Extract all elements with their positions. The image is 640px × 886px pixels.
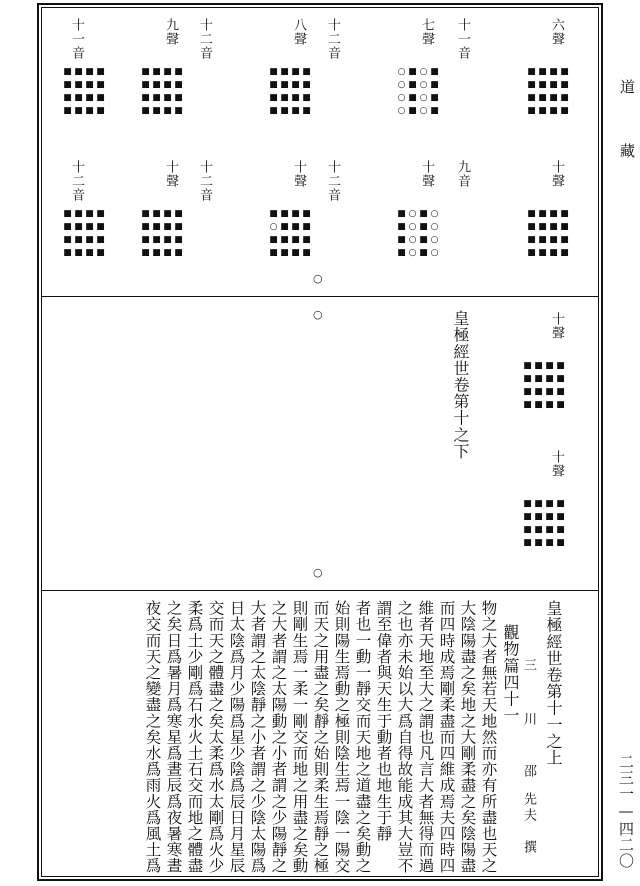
text-column-13: 日太陰爲月少陽爲星少陰爲辰日月星辰 [227,600,246,874]
text-column-6: 謂至偉者與天生于動者也地生于靜 [374,600,393,842]
symbol-table: ■ ■ ■ ■ ■ ■ ■ ■ ■ ■ ■ ■ ■ ■ ■ ■ [523,361,565,410]
upper-divider [41,296,599,297]
text-column-17: 夜交而天之變盡之矣水爲雨火爲風土爲 [143,600,162,874]
header-r1-c4: 十二音 [325,18,340,60]
header-mid-1: 十聲 [549,312,564,340]
chapter-title: 觀物篇四十一 [501,624,520,724]
symbol-table: ■ ■ ■ ■ ■ ■ ■ ■ ■ ■ ■ ■ ■ ■ ■ ■ [527,209,569,258]
header-r1-c8: 十一音 [69,18,84,60]
header-r2-c8: 十二音 [69,160,84,202]
symbol-table: ■ ■ ■ ■ ■ ■ ■ ■ ■ ■ ■ ■ ■ ■ ■ ■ [523,499,565,548]
header-r2-c6: 十二音 [197,160,212,202]
header-r1-c5: 八聲 [291,18,306,46]
volume-end-title: 皇極經世卷第十之下 [451,310,470,460]
text-column-9: 而天之用盡之矣靜之始則柔生焉靜之極 [311,600,330,874]
author-place-2: 川 [521,712,536,728]
header-r2-c2: 九音 [455,160,470,188]
symbol-table: ■ ■ ■ ■ ○ ■ ■ ■ ■ ■ ■ ■ ■ ■ ■ ■ [269,209,311,258]
text-column-2: 大陰陽盡之矣地之大剛柔盡之矣陰陽盡 [458,600,477,874]
header-r2-c1: 十聲 [549,160,564,188]
text-column-12: 大者謂之太陰靜之小者謂之少陰太陽爲 [248,600,267,874]
header-r2-c7: 十聲 [163,160,178,188]
symbol-table: ■ ■ ■ ■ ■ ■ ■ ■ ■ ■ ■ ■ ■ ■ ■ ■ [63,67,105,116]
header-r1-c7: 九聲 [163,18,178,46]
volume-title: 皇極經世卷第十一之上 [544,600,563,766]
text-column-3: 而四時成焉剛柔盡而四維成焉夫四時四 [437,600,456,874]
header-r1-c2: 十一音 [455,18,470,60]
header-r2-c3: 十聲 [419,160,434,188]
text-column-10: 則剛生焉一柔一剛交而地之用盡之矣動 [290,600,309,874]
text-column-16: 之矣日爲暑月爲寒星爲晝辰爲夜暑寒晝 [164,600,183,874]
header-r1-c6: 十二音 [197,18,212,60]
symbol-table: ■ ■ ■ ■ ■ ■ ■ ■ ■ ■ ■ ■ ■ ■ ■ ■ [141,67,183,116]
symbol-table: ■ ■ ■ ■ ■ ■ ■ ■ ■ ■ ■ ■ ■ ■ ■ ■ [269,67,311,116]
symbol-table: ■ ○ ■ ○ ■ ○ ■ ○ ■ ○ ■ ○ ■ ○ ■ ○ [397,209,439,258]
text-column-15: 柔爲土少剛爲石水火土石交而地之體盡 [185,600,204,874]
circle-mark: ○ [313,272,323,285]
author-surname: 邵 [521,764,536,780]
margin-mark-zang: 藏 [620,142,636,160]
symbol-table: ■ ■ ■ ■ ■ ■ ■ ■ ■ ■ ■ ■ ■ ■ ■ ■ [527,67,569,116]
lower-divider [41,590,599,591]
text-column-7: 者也一動一靜交而天地之道盡之矣動之 [353,600,372,874]
symbol-table: ■ ■ ■ ■ ■ ■ ■ ■ ■ ■ ■ ■ ■ ■ ■ ■ [63,209,105,258]
page-number: 二三一—四二〇 [617,754,635,869]
text-column-1: 物之大者無若天地然而亦有所盡也天之 [479,600,498,874]
header-r1-c1: 六聲 [549,18,564,46]
text-column-14: 交而天之體盡之矣太柔爲水太剛爲火少 [206,600,225,874]
header-r1-c3: 七聲 [419,18,434,46]
symbol-table: ○ ■ ○ ■ ○ ■ ○ ■ ○ ■ ○ ■ ○ ■ ○ ■ [397,67,439,116]
author-given-name: 先夫 [521,792,536,824]
text-column-8: 始則陽生焉動之極則陰生焉一陰一陽交 [332,600,351,874]
text-column-11: 之大者謂之太陽動之小者謂之少陽靜之 [269,600,288,874]
author-role: 撰 [521,840,536,856]
circle-mark: ○ [313,308,323,321]
symbol-table: ■ ■ ■ ■ ■ ■ ■ ■ ■ ■ ■ ■ ■ ■ ■ ■ [141,209,183,258]
text-column-5: 之也亦未始以大爲自得故能成其大豈不 [395,600,414,874]
margin-mark-dao: 道 [620,78,636,96]
header-r2-c5: 十聲 [291,160,306,188]
author-place-1: 三 [521,658,536,674]
text-column-4: 維者天地至大之謂也凡言大者無得而過 [416,600,435,874]
header-mid-2: 十聲 [549,450,564,478]
header-r2-c4: 十二音 [325,160,340,202]
circle-mark: ○ [313,566,323,579]
